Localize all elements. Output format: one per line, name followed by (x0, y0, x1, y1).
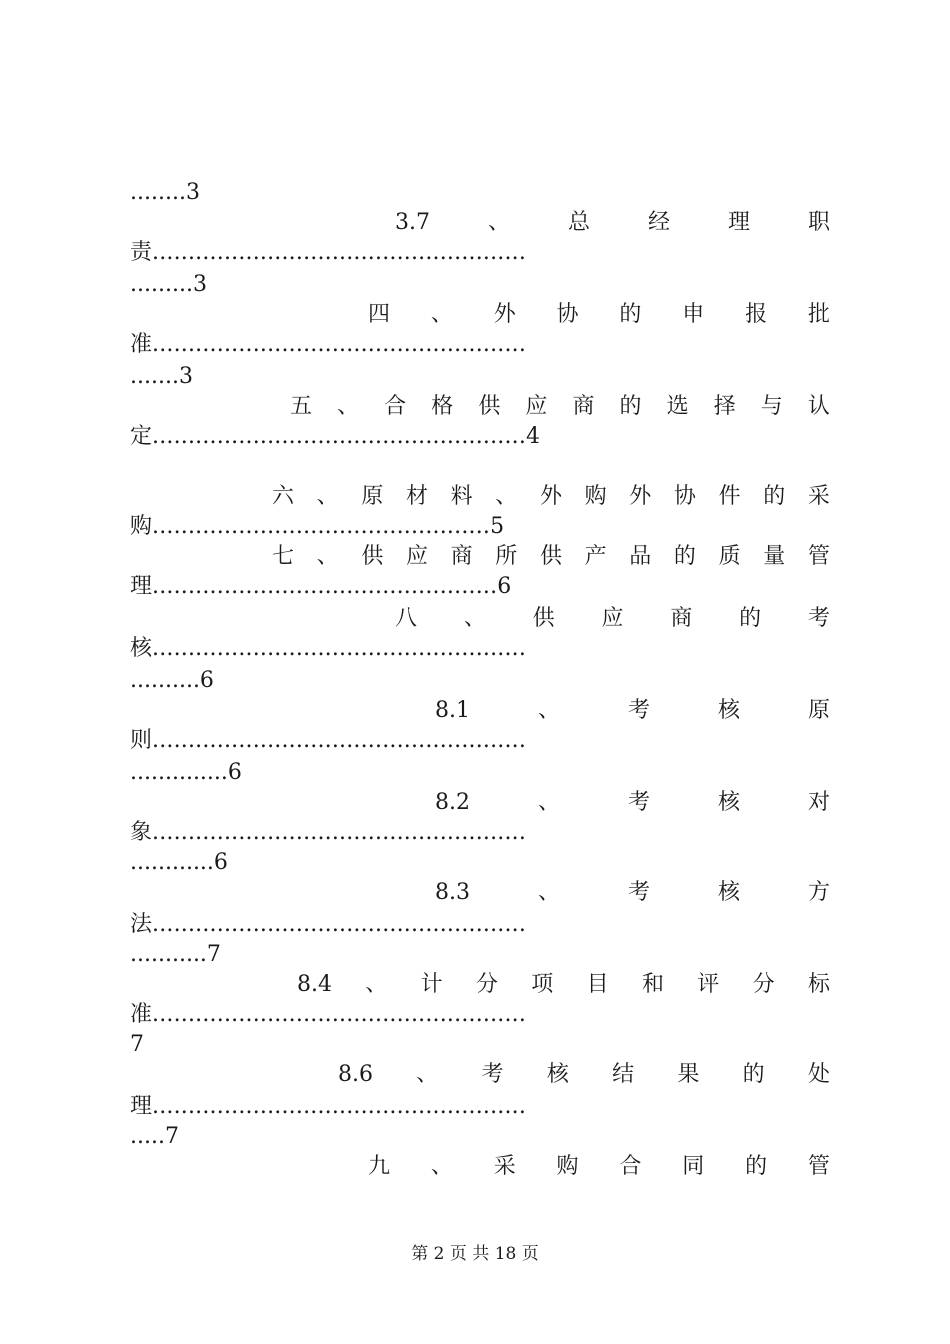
toc-heading-char: 供 (539, 544, 562, 569)
toc-heading-char: 8.4 (297, 972, 332, 997)
toc-heading-char: 对 (807, 790, 830, 815)
toc-heading-char: 经 (647, 210, 670, 235)
toc-heading-char: 外 (629, 484, 652, 509)
toc-leader-line (130, 572, 830, 602)
toc-heading-char: 标 (807, 972, 830, 997)
toc-heading-char: 购 (584, 484, 607, 509)
toc-leader-dots: .................................................... (152, 240, 527, 265)
toc-heading-char: 商 (572, 394, 595, 419)
toc-heading-char: 方 (807, 880, 830, 905)
toc-heading-line (272, 542, 830, 572)
toc-heading-char: 供 (478, 394, 501, 419)
toc-heading-char: 8.3 (435, 880, 470, 905)
toc-heading-line (368, 300, 830, 330)
toc-heading-line (272, 482, 830, 512)
toc-heading-char: 结 (612, 1062, 635, 1087)
toc-page-number-line: 7 (130, 1032, 144, 1057)
toc-heading-char: 七 (272, 544, 295, 569)
toc-heading-char: 的 (673, 544, 696, 569)
toc-page-number-line: ...........7 (130, 942, 221, 967)
toc-heading-char: 购 (556, 1154, 579, 1179)
toc-page-number-line: ..............6 (130, 760, 242, 785)
toc-leader-dots: ...............................................5 (152, 514, 505, 539)
toc-heading-char: 管 (807, 1154, 830, 1179)
toc-heading-line (435, 696, 830, 726)
toc-heading-char: 目 (586, 972, 609, 997)
toc-heading-char: 、 (416, 1062, 439, 1087)
toc-heading-char: 、 (537, 698, 560, 723)
toc-leader-line (130, 512, 830, 542)
toc-heading-char: 核 (546, 1062, 569, 1087)
toc-heading-char: 外 (539, 484, 562, 509)
toc-heading-char: 择 (713, 394, 736, 419)
toc-heading-last-char: 理 (130, 574, 153, 599)
toc-heading-char: 应 (405, 544, 428, 569)
toc-heading-char: 职 (807, 210, 830, 235)
toc-heading-char: 8.6 (338, 1062, 373, 1087)
toc-heading-last-char: 责 (130, 240, 153, 265)
toc-heading-char: 、 (365, 972, 388, 997)
toc-leader-dots: .................................................... (152, 636, 527, 661)
toc-heading-char: 报 (745, 302, 768, 327)
toc-heading-char: 考 (627, 880, 650, 905)
toc-heading-last-char: 法 (130, 912, 153, 937)
toc-heading-char: 、 (463, 606, 486, 631)
toc-heading-char: 同 (682, 1154, 705, 1179)
toc-heading-last-char: 理 (130, 1094, 153, 1119)
toc-heading-char: 五 (290, 394, 313, 419)
toc-heading-char: 8.1 (435, 698, 470, 723)
toc-heading-char: 、 (430, 302, 453, 327)
toc-heading-char: 原 (807, 698, 830, 723)
toc-heading-char: 商 (670, 606, 693, 631)
toc-heading-char: 选 (666, 394, 689, 419)
toc-heading-char: 供 (361, 544, 384, 569)
toc-heading-line (395, 208, 830, 238)
toc-page-number-line: .........3 (130, 272, 207, 297)
toc-heading-char: 评 (697, 972, 720, 997)
toc-heading-char: 考 (627, 698, 650, 723)
toc-heading-last-char: 准 (130, 1002, 153, 1027)
toc-leader-dots: ....................................................4 (152, 424, 541, 449)
toc-heading-char: 采 (807, 484, 830, 509)
toc-page-number-line: ........3 (130, 180, 200, 205)
toc-heading-char: 件 (718, 484, 741, 509)
toc-heading-char: 处 (807, 1062, 830, 1087)
toc-heading-line (395, 604, 830, 634)
toc-leader-line (130, 422, 830, 452)
toc-heading-char: 应 (525, 394, 548, 419)
toc-heading-char: 九 (368, 1154, 391, 1179)
toc-heading-char: 采 (493, 1154, 516, 1179)
toc-page-number-line: .....7 (130, 1124, 179, 1149)
toc-heading-line (368, 1152, 830, 1182)
toc-heading-char: 计 (420, 972, 443, 997)
toc-heading-char: 的 (742, 1062, 765, 1087)
toc-leader-line (130, 818, 830, 848)
toc-heading-last-char: 购 (130, 514, 153, 539)
toc-heading-char: 、 (537, 790, 560, 815)
toc-heading-line (435, 878, 830, 908)
toc-leader-dots: .................................................... (152, 1094, 527, 1119)
toc-heading-char: 、 (430, 1154, 453, 1179)
toc-leader-dots: .................................................... (152, 728, 527, 753)
toc-heading-char: 、 (337, 394, 360, 419)
toc-heading-char: 的 (745, 1154, 768, 1179)
toc-heading-char: 考 (481, 1062, 504, 1087)
toc-heading-char: 与 (760, 394, 783, 419)
toc-heading-char: 的 (619, 394, 642, 419)
toc-heading-line (338, 1060, 830, 1090)
toc-leader-dots: .................................................... (152, 332, 527, 357)
toc-heading-char: 核 (717, 790, 740, 815)
toc-heading-char: 管 (807, 544, 830, 569)
toc-heading-char: 的 (763, 484, 786, 509)
toc-heading-char: 申 (682, 302, 705, 327)
toc-heading-char: 的 (739, 606, 762, 631)
toc-heading-char: 核 (717, 698, 740, 723)
toc-heading-char: 合 (619, 1154, 642, 1179)
toc-leader-line (130, 726, 830, 756)
toc-heading-char: 和 (641, 972, 664, 997)
toc-leader-line (130, 1000, 830, 1030)
toc-leader-dots: .................................................... (152, 820, 527, 845)
toc-heading-char: 品 (629, 544, 652, 569)
toc-leader-line (130, 330, 830, 360)
toc-heading-char: 协 (556, 302, 579, 327)
toc-heading-char: 考 (807, 606, 830, 631)
toc-heading-line (435, 788, 830, 818)
toc-heading-char: 3.7 (395, 210, 430, 235)
toc-page-number-line: ..........6 (130, 668, 214, 693)
toc-heading-char: 料 (450, 484, 473, 509)
toc-heading-last-char: 象 (130, 820, 153, 845)
toc-heading-char: 量 (763, 544, 786, 569)
toc-heading-char: 批 (807, 302, 830, 327)
toc-heading-char: 协 (673, 484, 696, 509)
toc-leader-line (130, 238, 830, 268)
toc-heading-char: 项 (531, 972, 554, 997)
page-footer: 第 2 页 共 18 页 (411, 1244, 539, 1264)
toc-heading-char: 质 (718, 544, 741, 569)
toc-leader-dots: .................................................... (152, 912, 527, 937)
toc-heading-char: 核 (717, 880, 740, 905)
toc-heading-char: 格 (431, 394, 454, 419)
toc-heading-char: 理 (727, 210, 750, 235)
toc-heading-char: 六 (272, 484, 295, 509)
toc-heading-char: 、 (487, 210, 510, 235)
toc-heading-char: 的 (619, 302, 642, 327)
toc-heading-char: 果 (677, 1062, 700, 1087)
toc-heading-char: 分 (475, 972, 498, 997)
toc-heading-char: 原 (361, 484, 384, 509)
toc-page-number-line: ............6 (130, 850, 228, 875)
toc-page-number-line: .......3 (130, 364, 193, 389)
toc-heading-char: 考 (627, 790, 650, 815)
toc-heading-char: 8.2 (435, 790, 470, 815)
toc-heading-char: 材 (405, 484, 428, 509)
toc-heading-line (297, 970, 830, 1000)
toc-heading-char: 分 (752, 972, 775, 997)
toc-heading-char: 、 (316, 544, 339, 569)
toc-heading-char: 、 (316, 484, 339, 509)
toc-heading-char: 产 (584, 544, 607, 569)
toc-heading-char: 合 (384, 394, 407, 419)
toc-leader-line (130, 634, 830, 664)
toc-leader-line (130, 910, 830, 940)
toc-heading-char: 外 (493, 302, 516, 327)
toc-heading-last-char: 定 (130, 424, 153, 449)
toc-heading-char: 八 (395, 606, 418, 631)
toc-heading-char: 供 (532, 606, 555, 631)
toc-heading-last-char: 准 (130, 332, 153, 357)
toc-leader-dots: .................................................... (152, 1002, 527, 1027)
toc-heading-last-char: 则 (130, 728, 153, 753)
toc-leader-dots: ................................................6 (152, 574, 512, 599)
toc-heading-char: 应 (601, 606, 624, 631)
toc-heading-last-char: 核 (130, 636, 153, 661)
toc-heading-char: 总 (567, 210, 590, 235)
toc-heading-char: 、 (495, 484, 518, 509)
toc-heading-char: 认 (807, 394, 830, 419)
toc-heading-char: 四 (368, 302, 391, 327)
toc-heading-char: 、 (537, 880, 560, 905)
toc-heading-line (290, 392, 830, 422)
toc-leader-line (130, 1092, 830, 1122)
toc-heading-char: 所 (495, 544, 518, 569)
toc-heading-char: 商 (450, 544, 473, 569)
